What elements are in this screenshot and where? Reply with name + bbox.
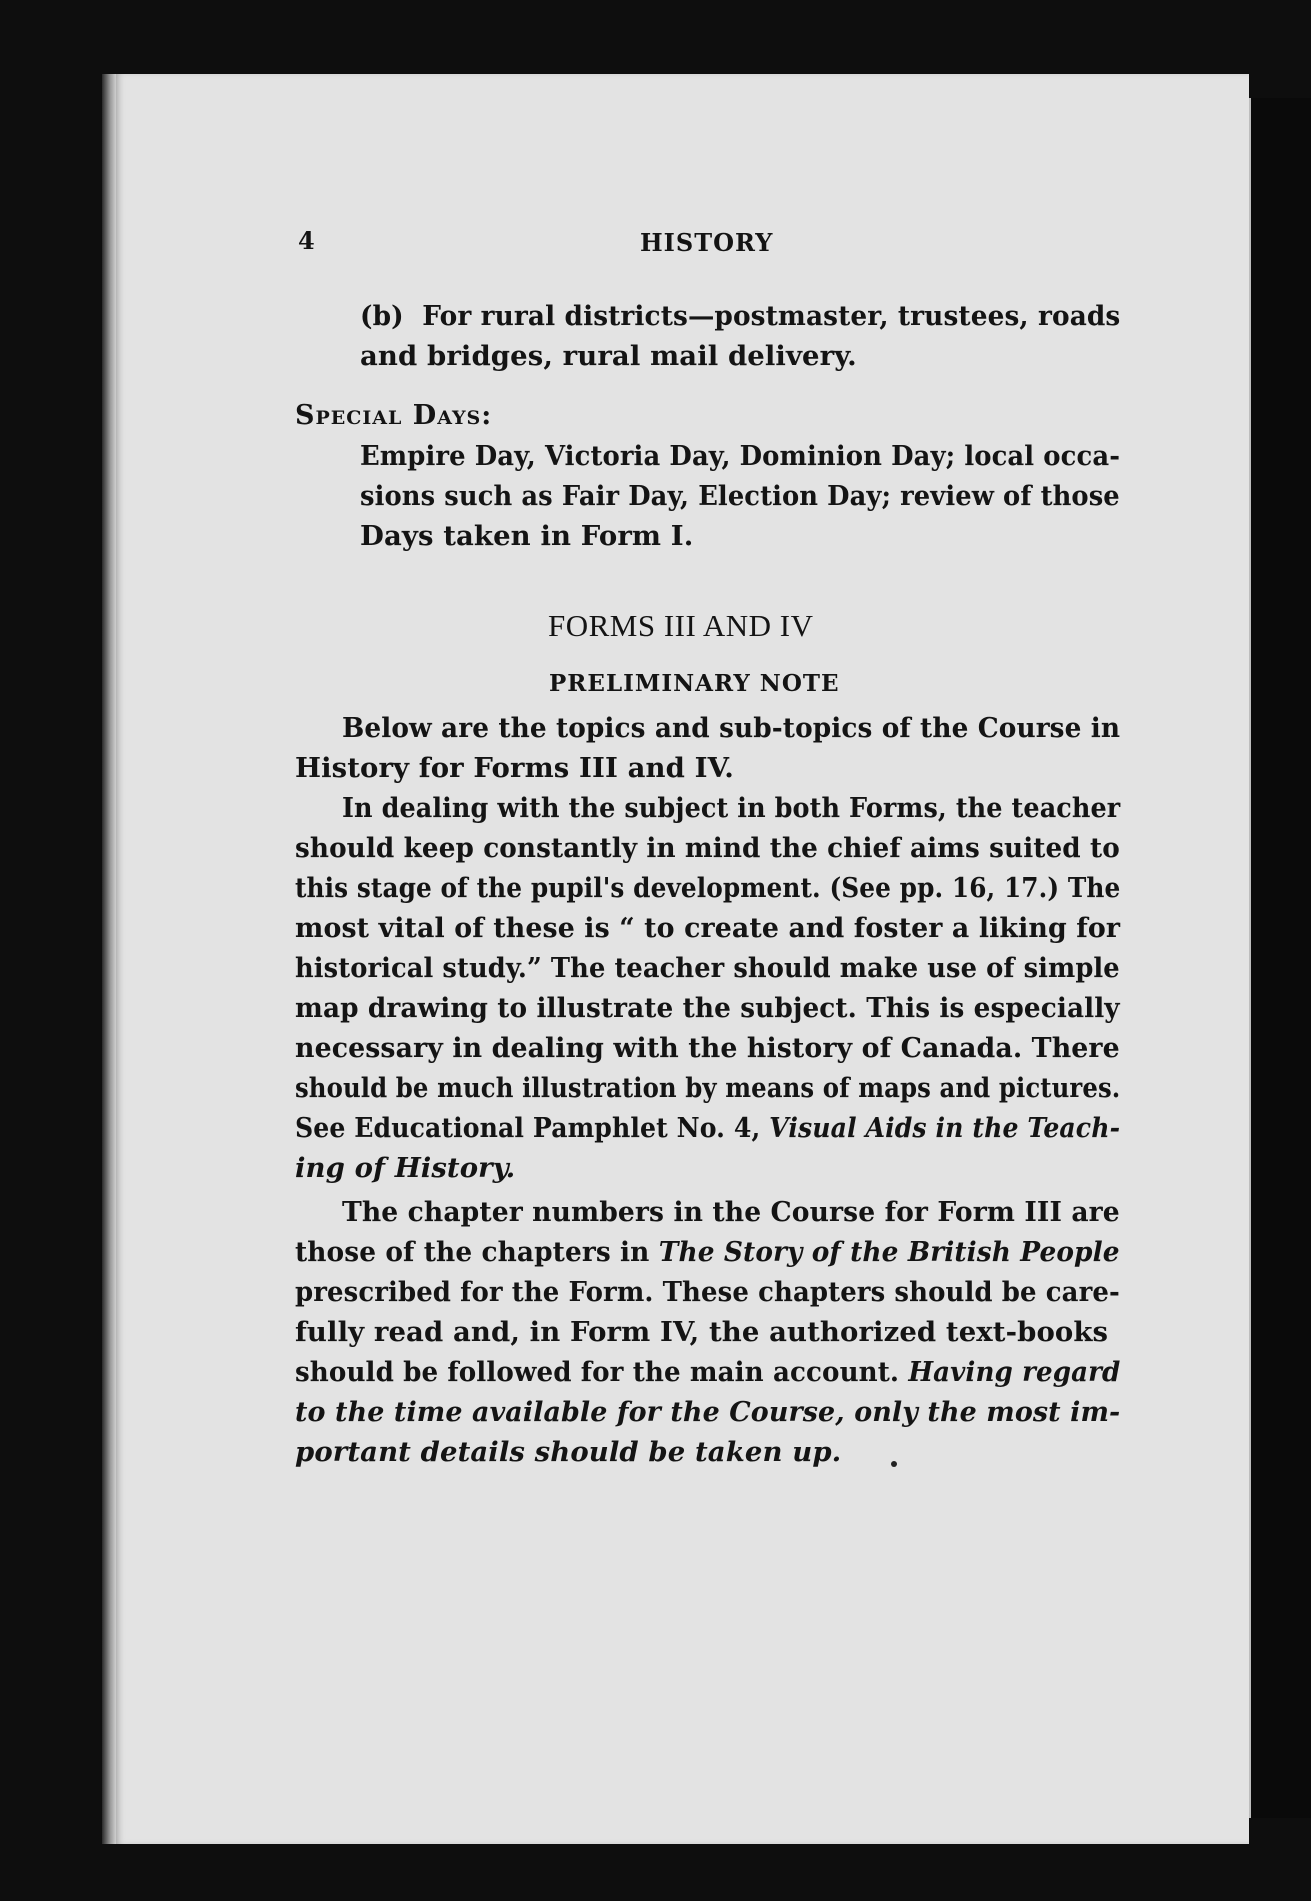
adjacent-page-edge xyxy=(1248,98,1311,1818)
rural-line-1 xyxy=(360,300,1121,332)
para2-line-8: should be much illustration by means of maps and pictures. xyxy=(295,1072,1121,1104)
para3-line-3: prescribed for the Form. These chapters should be care- xyxy=(295,1276,1120,1308)
para3-line-5 xyxy=(295,1356,1120,1388)
para3-line-7: portant details should be taken up. xyxy=(295,1436,842,1468)
para1-line-2: History for Forms III and IV. xyxy=(295,752,734,784)
para2-line-9 xyxy=(295,1112,1120,1144)
para2-line-4: most vital of these is “ to create and foster a liking for xyxy=(295,912,1121,944)
para3-line-1: The chapter numbers in the Course for Form III are xyxy=(342,1196,1120,1228)
special-days-line-1: Empire Day, Victoria Day, Dominion Day; local occa- xyxy=(360,440,1121,472)
section-heading: FORMS III AND IV xyxy=(548,608,814,643)
special-days-line-3: Days taken in Form I. xyxy=(360,520,694,552)
para2-line-1: In dealing with the subject in both Forms, the teacher xyxy=(342,792,1121,824)
para1-line-1: Below are the topics and sub-topics of the Course in xyxy=(342,712,1121,744)
para3-line-2-plain: those of the chapters in xyxy=(295,1236,659,1268)
para2-line-3: this stage of the pupil's development. (See pp. 16, 17.) The xyxy=(295,872,1121,904)
page-binding-shadow xyxy=(102,74,116,1844)
para3-line-4: fully read and, in Form IV, the authorized text-books xyxy=(295,1316,1109,1348)
pamphlet-title-part-2: ing of History. xyxy=(295,1152,516,1184)
book-title: The Story of the British People xyxy=(658,1236,1120,1268)
para3-line-5-italic: Having regard xyxy=(908,1356,1121,1388)
para2-line-6: map drawing to illustrate the subject. This is especially xyxy=(295,992,1120,1024)
preliminary-note-heading: PRELIMINARY NOTE xyxy=(549,670,840,697)
para2-line-7: necessary in dealing with the history of Canada. There xyxy=(295,1032,1120,1064)
rural-line-1-text: (b) For rural districts—postmaster, trustees, roads xyxy=(360,300,1121,332)
page-number: 4 xyxy=(298,226,315,255)
rural-line-2: and bridges, rural mail delivery. xyxy=(360,340,857,372)
special-days-heading: Special Days: xyxy=(295,400,493,431)
running-head: HISTORY xyxy=(640,228,774,257)
stray-dot-mark xyxy=(891,1461,897,1467)
para2-line-2: should keep constantly in mind the chief aims suited to xyxy=(295,832,1120,864)
special-days-line-2: sions such as Fair Day, Election Day; review of those xyxy=(360,480,1120,512)
para3-line-2 xyxy=(295,1236,1120,1268)
para2-line-5: historical study.” The teacher should make use of simple xyxy=(295,952,1120,984)
para3-line-5-plain: should be followed for the main account. xyxy=(295,1356,909,1388)
para3-line-6: to the time available for the Course, only the most im- xyxy=(295,1396,1121,1428)
pamphlet-title-part-1: Visual Aids in the Teach- xyxy=(769,1112,1121,1144)
para2-line-9-plain: See Educational Pamphlet No. 4, xyxy=(295,1112,770,1144)
